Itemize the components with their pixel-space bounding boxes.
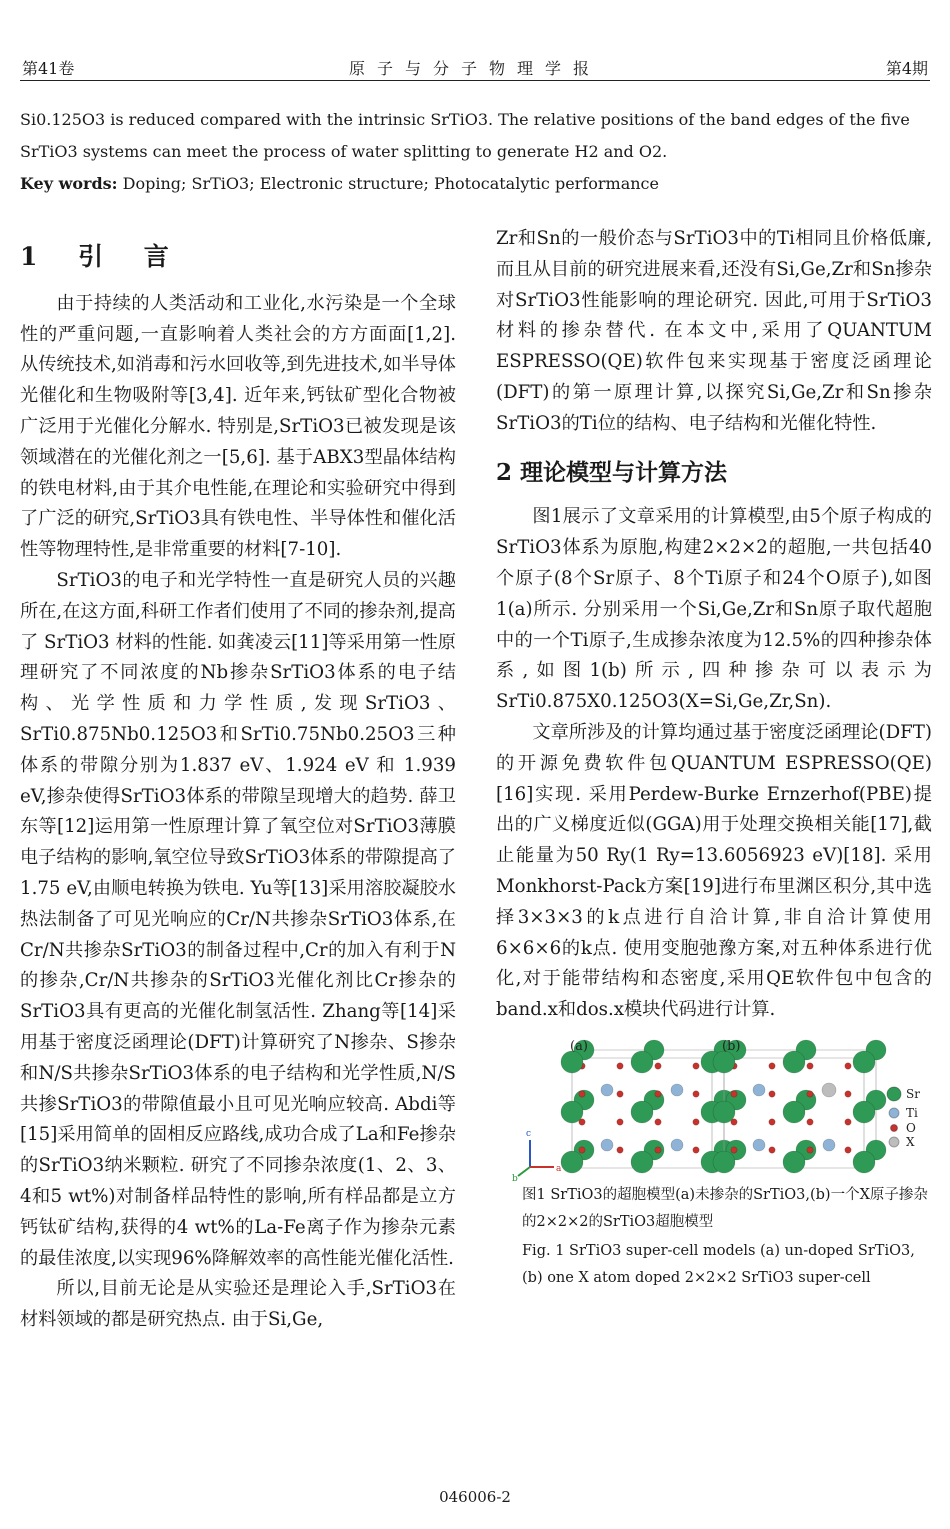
legend-o-swatch (891, 1124, 898, 1131)
o-atom (807, 1147, 813, 1153)
panel-a-label: (a) (570, 1038, 588, 1054)
sr-atom (783, 1051, 805, 1073)
axis-a-label: a (556, 1163, 562, 1174)
sr-atom (783, 1101, 805, 1123)
ti-atom (753, 1084, 765, 1096)
ti-atom (753, 1139, 765, 1151)
o-atom (617, 1119, 623, 1125)
o-atom (579, 1091, 585, 1097)
section2-paragraph-1: 图1展示了文章采用的计算模型,由5个原子构成的SrTiO3体系为原胞,构建2×2×2的超胞,一共包括40个原子(8个Sr原子、8个Ti原子和24个O原子),如图1(a)所示. 分别采用一个Si,Ge,Zr和Sn原子取代超胞中的一个Ti原子,生成掺杂浓度为12.5%的四种掺杂体系,如图1(b)所示,四种掺杂可以表示为SrTi0.875X0.125O3(X=Si,Ge,Zr,Sn). (496, 506, 932, 713)
o-atom (655, 1091, 661, 1097)
supercell-models-figure (510, 1032, 930, 1182)
o-atom (845, 1063, 851, 1069)
section1-heading: 1 引 言 (20, 242, 185, 271)
o-atom (807, 1119, 813, 1125)
section2-heading: 2 理论模型与计算方法 (496, 458, 728, 486)
header-issue: 第4期 (885, 59, 928, 78)
sr-atom (713, 1151, 735, 1173)
figure-1-caption-chinese: 图1 SrTiO3的超胞模型(a)未掺杂的SrTiO3,(b)一个X原子掺杂的2×2×2的SrTiO3超胞模型 (522, 1186, 928, 1230)
o-atom (693, 1063, 699, 1069)
o-atom (579, 1147, 585, 1153)
o-atom (693, 1147, 699, 1153)
o-atom (807, 1063, 813, 1069)
o-atom (845, 1119, 851, 1125)
legend-x-label: X (906, 1134, 915, 1149)
axis-b-label: b (512, 1173, 518, 1182)
ti-atom (671, 1084, 683, 1096)
ti-atom (601, 1139, 613, 1151)
section1-paragraph-3: 所以,目前无论是从实验还是理论入手,SrTiO3在材料领域的都是研究热点. 由于Si,Ge, (20, 1278, 456, 1331)
sr-atom (713, 1101, 735, 1123)
sr-atom (631, 1051, 653, 1073)
legend-ti-swatch (889, 1108, 899, 1118)
figure-1-caption-english: Fig. 1 SrTiO3 super-cell models (a) un-doped SrTiO3, (b) one X atom doped 2×2×2 SrTiO3 super-cell (522, 1242, 915, 1286)
axis-c-label: c (526, 1128, 532, 1139)
sr-atom (713, 1051, 735, 1073)
right-column (496, 224, 932, 1292)
o-atom (769, 1063, 775, 1069)
ti-atom (823, 1139, 835, 1151)
ti-atom (601, 1084, 613, 1096)
page-number: 046006-2 (439, 1488, 511, 1506)
header-journal: 原子与分子物理学报 (348, 59, 601, 78)
sr-atom (561, 1051, 583, 1073)
o-atom (655, 1147, 661, 1153)
sr-atom (561, 1101, 583, 1123)
o-atom (617, 1091, 623, 1097)
keywords-text: Doping; SrTiO3; Electronic structure; Photocatalytic performance (122, 174, 659, 193)
ti-atom (671, 1139, 683, 1151)
o-atom (769, 1119, 775, 1125)
o-atom (731, 1091, 737, 1097)
o-atom (655, 1119, 661, 1125)
sr-atom (631, 1151, 653, 1173)
figure-1 (496, 1032, 932, 1292)
o-atom (655, 1063, 661, 1069)
panel-b-label: (b) (722, 1038, 741, 1054)
o-atom (617, 1147, 623, 1153)
abstract-tail (20, 104, 930, 200)
sr-atom (853, 1101, 875, 1123)
left-column (20, 224, 456, 1336)
sr-atom (853, 1051, 875, 1073)
abstract-text: Si0.125O3 is reduced compared with the intrinsic SrTiO3. The relative positions of the band edges of the five SrTiO3 systems can meet the process of water splitting to generate H2 and O2. (20, 110, 910, 161)
sr-atom (783, 1151, 805, 1173)
o-atom (845, 1147, 851, 1153)
keywords-label: Key words: (20, 174, 118, 193)
o-atom (769, 1147, 775, 1153)
o-atom (845, 1091, 851, 1097)
x-dopant-atom (822, 1083, 836, 1097)
legend-ti-label: Ti (906, 1105, 918, 1120)
sr-atom (561, 1151, 583, 1173)
sr-atom (631, 1101, 653, 1123)
legend-sr-swatch (887, 1087, 901, 1101)
o-atom (693, 1091, 699, 1097)
section1-paragraph-3-continued: Zr和Sn的一般价态与SrTiO3中的Ti相同且价格低廉,而且从目前的研究进展来看,还没有Si,Ge,Zr和Sn掺杂对SrTiO3性能影响的理论研究. 因此,可用于SrTiO3材料的掺杂替代. 在本文中,采用了QUANTUM ESPRESSO(QE)软件包来实现基于密度泛函理论(DFT)的第一原理计算,以探究Si,Ge,Zr和Sn掺杂SrTiO3的Ti位的结构、电子结构和光催化特性. (496, 228, 932, 434)
section1-paragraph-1: 由于持续的人类活动和工业化,水污染是一个全球性的严重问题,一直影响着人类社会的方方面面[1,2]. 从传统技术,如消毒和污水回收等,到先进技术,如半导体光催化和生物吸附等[3,4]. 近年来,钙钛矿型化合物被广泛用于光催化分解水. 特别是,SrTiO3已被发现是该领域潜在的光催化剂之一[5,6]. 基于ABX3型晶体结构的铁电材料,由于其介电性能,在理论和实验研究中得到了广泛的研究,SrTiO3具有铁电性、半导体性和催化活性等物理特性,是非常重要的材料[7-10]. (20, 292, 456, 561)
o-atom (769, 1091, 775, 1097)
keywords-line (20, 168, 930, 200)
sr-atom (853, 1151, 875, 1173)
section1-paragraph-2: SrTiO3的电子和光学特性一直是研究人员的兴趣所在,在这方面,科研工作者们使用了不同的掺杂剂,提高了 SrTiO3 材料的性能. 如龚凌云[11]等采用第一性原理研究了不同浓度的Nb掺杂SrTiO3体系的电子结构、光学性质和力学性质,发现SrTiO3、SrTi0.875Nb0.125O3和SrTi0.75Nb0.25O3三种体系的带隙分别为1.837 eV、1.924 eV 和 1.939 eV,掺杂使得SrTiO3体系的带隙呈现增大的趋势. 薛卫东等[12]运用第一性原理计算了氧空位对SrTiO3薄膜电子结构的影响,氧空位导致SrTiO3体系的带隙提高了1.75 eV,由顺电转换为铁电. Yu等[13]采用溶胶凝胶水热法制备了可见光响应的Cr/N共掺杂SrTiO3体系,在Cr/N共掺杂SrTiO3的制备过程中,Cr的加入有利于N的掺杂,Cr/N共掺杂的SrTiO3光催化剂比Cr掺杂的SrTiO3具有更高的光催化制氢活性. Zhang等[14]采用基于密度泛函理论(DFT)计算研究了N掺杂、S掺杂和N/S共掺杂SrTiO3体系的电子结构和光学性质,N/S共掺SrTiO3的带隙值最小且可见光响应较高. Abdi等[15]采用简单的固相反应路线,成功合成了La和Fe掺杂的SrTiO3纳米颗粒. 研究了不同掺杂浓度(1、2、3、4和5 wt%)对制备样品特性的影响,所有样品都是立方钙钛矿结构,获得的4 wt%的La-Fe离子作为掺杂元素的最佳浓度,以实现96%降解效率的高性能光催化活性. (20, 569, 456, 1269)
legend-sr-label: Sr (906, 1086, 920, 1101)
running-header (20, 54, 930, 81)
o-atom (807, 1091, 813, 1097)
legend-o-label: O (906, 1120, 916, 1135)
o-atom (617, 1063, 623, 1069)
header-volume: 第41卷 (22, 59, 75, 78)
section2-paragraph-2: 文章所涉及的计算均通过基于密度泛函理论(DFT)的开源免费软件包QUANTUM ESPRESSO(QE)[16]实现. 采用Perdew-Burke Ernzerhof(PBE)提出的广义梯度近似(GGA)用于处理交换相关能[17],截止能量为50 Ry(1 Ry=13.6056923 eV)[18]. 采用Monkhorst-Pack方案[19]进行布里渊区积分,其中选择3×3×3的k点进行自洽计算,非自洽计算使用6×6×6的k点. 使用变胞弛豫方案,对五种体系进行优化,对于能带结构和态密度,采用QE软件包中包含的band.x和dos.x模块代码进行计算. (496, 721, 932, 1021)
o-atom (693, 1119, 699, 1125)
legend-x-swatch (889, 1137, 899, 1147)
o-atom (731, 1147, 737, 1153)
